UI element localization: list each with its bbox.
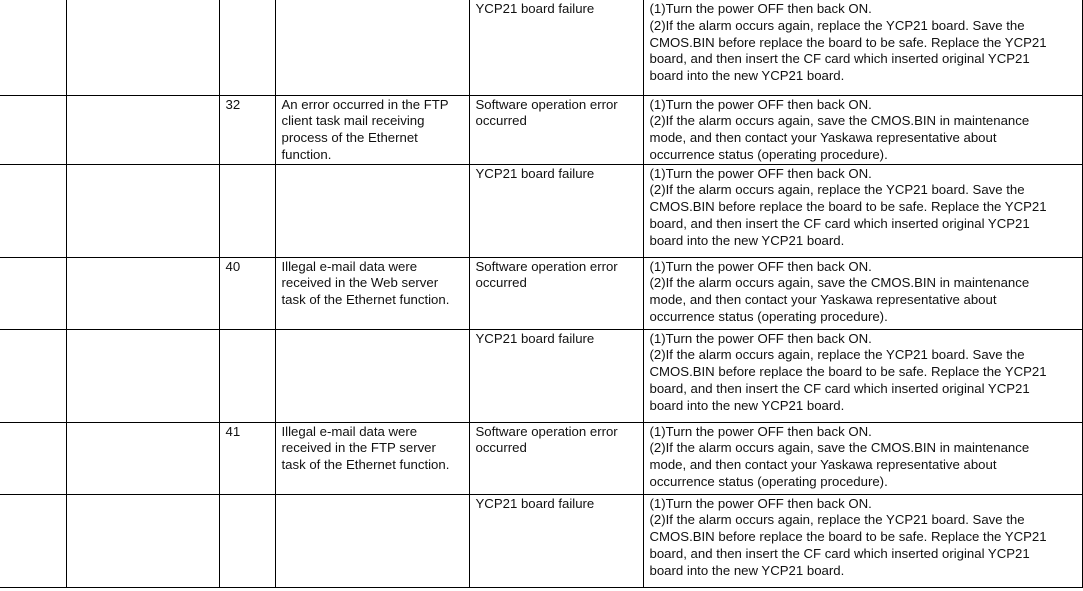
remedy-line: (2)If the alarm occurs again, save the CMOS.BIN in maintenance (649, 275, 1030, 291)
remedy-cell (643, 257, 1082, 329)
description-line: function. (281, 146, 332, 162)
cause-line: occurred (475, 113, 527, 129)
cause-cell (469, 95, 643, 164)
blank-cell (0, 422, 66, 494)
remedy-line: (1)Turn the power OFF then back ON. (649, 258, 872, 274)
description-cell (275, 95, 469, 164)
remedy-line: mode, and then contact your Yaskawa representative about (649, 130, 997, 146)
cause-cell (469, 0, 643, 95)
table-row (0, 95, 1082, 164)
blank-cell (66, 422, 219, 494)
alarm-subcode-cell (219, 0, 275, 95)
remedy-line: mode, and then contact your Yaskawa representative about (649, 292, 997, 308)
remedy-line: (2)If the alarm occurs again, replace the YCP21 board. Save the (649, 17, 1025, 33)
alarm-subcode: 41 (225, 423, 241, 439)
cause-line: Software operation error (475, 423, 618, 439)
alarm-subcode: 40 (225, 258, 241, 274)
blank-cell (66, 494, 219, 587)
description-line: client task mail receiving (281, 113, 425, 129)
alarm-subcode-cell (219, 329, 275, 422)
remedy-line: (1)Turn the power OFF then back ON. (649, 423, 872, 439)
remedy-line: board, and then insert the CF card which inserted original YCP21 (649, 216, 1030, 232)
alarm-subcode-cell (219, 95, 275, 164)
remedy-line: occurrence status (operating procedure). (649, 474, 888, 490)
remedy-line: (2)If the alarm occurs again, replace the YCP21 board. Save the (649, 512, 1025, 528)
description-line: An error occurred in the FTP (281, 96, 449, 112)
remedy-cell (643, 494, 1082, 587)
remedy-line: board into the new YCP21 board. (649, 397, 845, 413)
remedy-line: board into the new YCP21 board. (649, 562, 845, 578)
table-row (0, 494, 1082, 587)
remedy-cell (643, 164, 1082, 257)
blank-cell (66, 329, 219, 422)
remedy-line: CMOS.BIN before replace the board to be safe. Replace the YCP21 (649, 34, 1047, 50)
description-cell (275, 422, 469, 494)
description-line: process of the Ethernet (281, 130, 418, 146)
description-line: Illegal e-mail data were (281, 258, 418, 274)
cause-line: YCP21 board failure (475, 330, 595, 346)
remedy-line: board into the new YCP21 board. (649, 68, 845, 84)
blank-cell (66, 257, 219, 329)
table-row (0, 257, 1082, 329)
table-row (0, 329, 1082, 422)
remedy-line: mode, and then contact your Yaskawa representative about (649, 457, 997, 473)
remedy-line: (2)If the alarm occurs again, replace the YCP21 board. Save the (649, 182, 1025, 198)
remedy-line: board, and then insert the CF card which inserted original YCP21 (649, 51, 1030, 67)
remedy-line: board, and then insert the CF card which inserted original YCP21 (649, 381, 1030, 397)
cause-line: Software operation error (475, 258, 618, 274)
remedy-line: board, and then insert the CF card which inserted original YCP21 (649, 546, 1030, 562)
remedy-line: (2)If the alarm occurs again, replace the YCP21 board. Save the (649, 347, 1025, 363)
remedy-line: CMOS.BIN before replace the board to be safe. Replace the YCP21 (649, 364, 1047, 380)
description-cell (275, 0, 469, 95)
description-line: task of the Ethernet function. (281, 292, 450, 308)
cause-line: occurred (475, 275, 527, 291)
cause-line: Software operation error (475, 96, 618, 112)
description-line: received in the Web server (281, 275, 439, 291)
description-line: Illegal e-mail data were (281, 423, 418, 439)
remedy-cell (643, 329, 1082, 422)
blank-cell (0, 164, 66, 257)
alarm-subcode-cell (219, 257, 275, 329)
description-line: received in the FTP server (281, 440, 436, 456)
remedy-line: (1)Turn the power OFF then back ON. (649, 96, 872, 112)
description-cell (275, 257, 469, 329)
remedy-line: (1)Turn the power OFF then back ON. (649, 495, 872, 511)
blank-cell (0, 95, 66, 164)
cause-cell (469, 164, 643, 257)
description-cell (275, 164, 469, 257)
remedy-line: (1)Turn the power OFF then back ON. (649, 1, 872, 16)
remedy-cell (643, 0, 1082, 95)
description-cell (275, 494, 469, 587)
blank-cell (66, 0, 219, 95)
cause-cell (469, 494, 643, 587)
cause-cell (469, 422, 643, 494)
table-row (0, 164, 1082, 257)
cause-cell (469, 257, 643, 329)
remedy-line: (2)If the alarm occurs again, save the CMOS.BIN in maintenance (649, 113, 1030, 129)
blank-cell (66, 95, 219, 164)
remedy-cell (643, 422, 1082, 494)
alarm-subcode-cell (219, 494, 275, 587)
cause-line: occurred (475, 440, 527, 456)
blank-cell (66, 164, 219, 257)
blank-cell (0, 494, 66, 587)
description-cell (275, 329, 469, 422)
remedy-line: CMOS.BIN before replace the board to be safe. Replace the YCP21 (649, 199, 1047, 215)
alarm-subcode: 32 (225, 96, 241, 112)
blank-cell (0, 257, 66, 329)
remedy-line: (1)Turn the power OFF then back ON. (649, 165, 872, 181)
cause-line: YCP21 board failure (475, 165, 595, 181)
remedy-line: occurrence status (operating procedure). (649, 309, 888, 325)
table-row (0, 422, 1082, 494)
remedy-line: board into the new YCP21 board. (649, 232, 845, 248)
alarm-subcode-cell (219, 422, 275, 494)
alarm-subcode-cell (219, 164, 275, 257)
remedy-line: (2)If the alarm occurs again, save the CMOS.BIN in maintenance (649, 440, 1030, 456)
cause-line: YCP21 board failure (475, 495, 595, 511)
cause-line: YCP21 board failure (475, 1, 595, 16)
cause-cell (469, 329, 643, 422)
blank-cell (0, 329, 66, 422)
remedy-line: occurrence status (operating procedure). (649, 146, 888, 162)
remedy-line: (1)Turn the power OFF then back ON. (649, 330, 872, 346)
description-line: task of the Ethernet function. (281, 457, 450, 473)
blank-cell (0, 0, 66, 95)
remedy-line: CMOS.BIN before replace the board to be safe. Replace the YCP21 (649, 529, 1047, 545)
remedy-cell (643, 95, 1082, 164)
table-row (0, 0, 1082, 95)
